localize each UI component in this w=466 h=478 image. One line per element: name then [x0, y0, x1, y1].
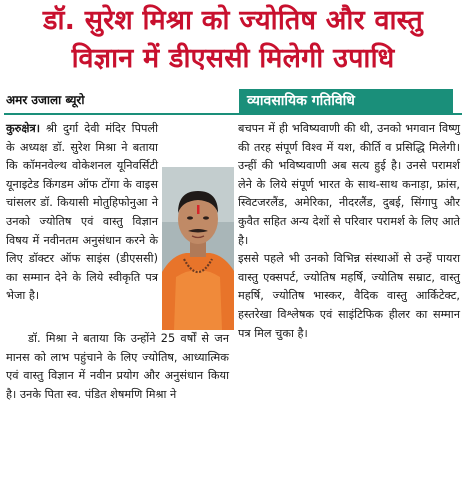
headline-line-2: विज्ञान में डीएससी मिलेगी उपाधि	[71, 43, 395, 74]
article-column-left-bottom	[6, 330, 229, 404]
portrait-photo	[162, 167, 234, 330]
article-paragraph-3: बचपन में ही भविष्यवाणी की थी, उनको भगवान विष्णु की तरह संपूर्ण विश्व में यश, कीर्ति व प्रसिद्धि मिलेगी। उन्हीं की भविष्यवाणी अब सत्य हुई है। उनसे परामर्श लेने के लिये संपूर्ण भारत के साथ-साथ कनाड़ा, फ्रांस, स्विटजरलैंड, अमेरिका, नीदरलैंड, दुबई, सिंगापु और कुवैत सहित अन्य देशों से परिवार परामर्श के लिए आते है।	[238, 122, 460, 247]
dateline: कुरुक्षेत्र।	[6, 122, 41, 135]
article-paragraph-4: इससे पहले भी उनको विभिन्न संस्थाओं से उन्हें पायरा वास्तु एक्सपर्ट, ज्योतिष महर्षि, ज्योतिष सम्राट, वास्तु महर्षि, ज्योतिष भास्कर, वैदिक वास्तु आर्किटेक्ट, हस्तरेखा विश्लेषक एवं साइंटिफिक हीलर का सम्मान पत्र मिल चुका है।	[238, 252, 460, 340]
section-tag: व्यावसायिक गतिविधि	[239, 89, 453, 113]
article-paragraph-1	[6, 120, 158, 306]
section-divider	[4, 113, 462, 115]
article-paragraph-1-text: श्री दुर्गा देवी मंदिर पिपली के अध्यक्ष डॉ. सुरेश मिश्रा ने बताया कि कॉमनवेल्थ वोकेशनल यूनिवर्सिटी यूनाइटेड किंगडम ऑफ टोंगा के वाइस चांसलर डॉ. कियासी मोतुहिफोनुआ ने उनको ज्योतिष एवं वास्तु विज्ञान विषय में नवीनतम अनुसंधान करने के लिए डॉक्टर ऑफ साइंस (डीएससी) का सम्मान देने के लिये स्वीकृति पत्र भेजा है।	[6, 122, 158, 303]
article-column-left-top	[6, 120, 158, 306]
byline: अमर उजाला ब्यूरो	[6, 93, 85, 107]
headline-line-1: डॉ. सुरेश मिश्रा को ज्योतिष और वास्तु	[43, 5, 423, 36]
article-column-right	[238, 120, 460, 343]
portrait-image	[162, 167, 234, 330]
article-paragraph-2: डॉ. मिश्रा ने बताया कि उन्होंने 25 वर्षों से जन मानस को लाभ पहुंचाने के लिए ज्योतिष, आध्यात्मिक एवं वास्तु विज्ञान में नवीन प्रयोग और अनुसंधान किया है। उनके पिता स्व. पंडित शेषमणि मिश्रा ने	[6, 332, 229, 401]
